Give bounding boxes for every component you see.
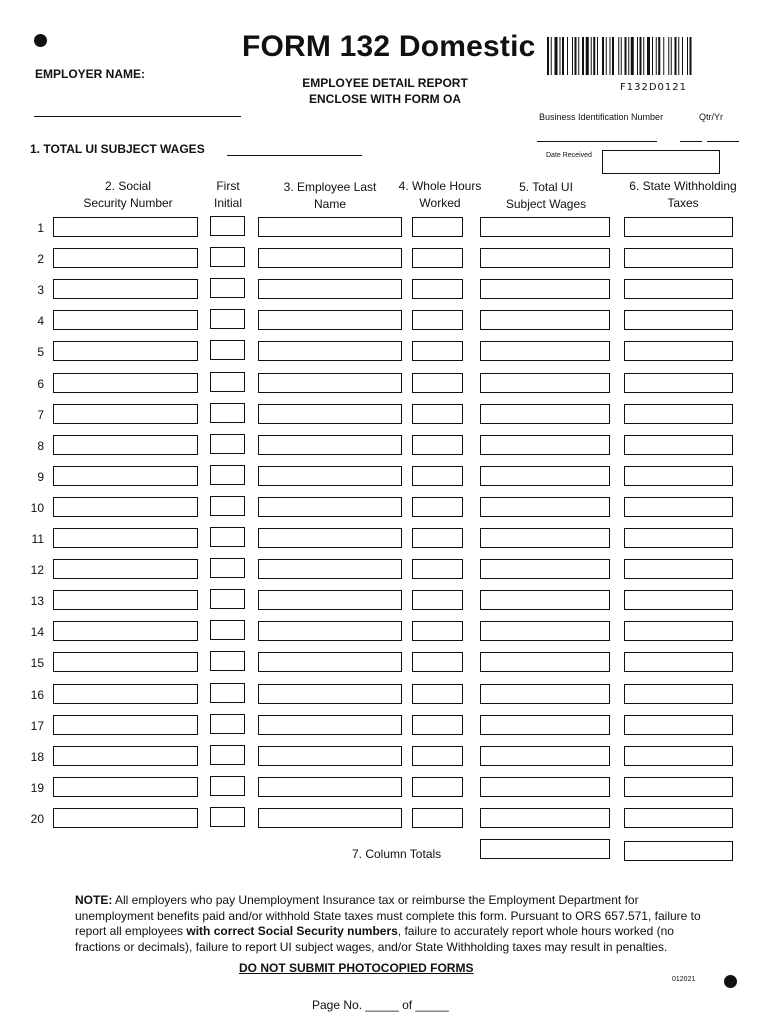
qtr-yr-label: Qtr/Yr [699, 112, 723, 122]
barcode-bar [578, 37, 579, 75]
col-header-wages [486, 179, 606, 213]
barcode-bar [628, 37, 629, 75]
row-number: 13 [30, 594, 44, 608]
barcode-bar [652, 37, 653, 75]
row-hours-field[interactable] [412, 652, 463, 672]
row-first-initial-field[interactable] [210, 340, 245, 360]
row-last-name-field[interactable] [258, 621, 402, 641]
row-hours-field[interactable] [412, 777, 463, 797]
row-number: 16 [30, 688, 44, 702]
row-last-name-field[interactable] [258, 559, 402, 579]
row-first-initial-field[interactable] [210, 496, 245, 516]
row-number: 5 [37, 345, 44, 359]
row-hours-field[interactable] [412, 746, 463, 766]
row-tax-field[interactable] [624, 684, 733, 704]
row-tax-field[interactable] [624, 466, 733, 486]
barcode-bar [637, 37, 638, 75]
row-hours-field[interactable] [412, 684, 463, 704]
barcode-bar [621, 37, 622, 75]
barcode-bar [610, 37, 611, 75]
barcode-bar [555, 37, 558, 75]
col-header-wages-line1: 5. Total UI [519, 180, 573, 194]
row-wages-field[interactable] [480, 310, 610, 330]
row-wages-field[interactable] [480, 528, 610, 548]
row-ssn-field[interactable] [53, 621, 198, 641]
subtitle-line-1: EMPLOYEE DETAIL REPORT [302, 76, 468, 90]
row-hours-field[interactable] [412, 590, 463, 610]
barcode-icon [547, 37, 737, 75]
row-wages-field[interactable] [480, 217, 610, 237]
yr-field[interactable] [707, 141, 739, 142]
barcode-bar [586, 37, 589, 75]
row-tax-field[interactable] [624, 279, 733, 299]
row-wages-field[interactable] [480, 373, 610, 393]
date-received-label: Date Received [546, 152, 592, 159]
row-wages-field[interactable] [480, 279, 610, 299]
row-ssn-field[interactable] [53, 341, 198, 361]
row-ssn-field[interactable] [53, 715, 198, 735]
row-wages-field[interactable] [480, 621, 610, 641]
col-header-hours-line1: 4. Whole Hours [398, 179, 482, 193]
col-header-last-name [258, 179, 402, 213]
row-ssn-field[interactable] [53, 435, 198, 455]
row-first-initial-field[interactable] [210, 745, 245, 765]
row-wages-field[interactable] [480, 746, 610, 766]
registration-dot-bottom-right [724, 975, 737, 988]
no-photocopy-warning: DO NOT SUBMIT PHOTOCOPIED FORMS [239, 961, 474, 975]
row-last-name-field[interactable] [258, 746, 402, 766]
row-ssn-field[interactable] [53, 808, 198, 828]
barcode-bar [640, 37, 642, 75]
row-last-name-field[interactable] [258, 684, 402, 704]
barcode-bar [618, 37, 619, 75]
row-number: 7 [37, 408, 44, 422]
barcode-bar [663, 37, 664, 75]
form-code: F132D0121 [620, 82, 687, 93]
barcode-bar [602, 37, 604, 75]
total-wages-total-field[interactable] [480, 839, 610, 859]
col-header-hours-line2: Worked [419, 196, 461, 210]
row-ssn-field[interactable] [53, 373, 198, 393]
row-number: 17 [30, 719, 44, 733]
row-tax-field[interactable] [624, 373, 733, 393]
row-first-initial-field[interactable] [210, 807, 245, 827]
subtitle-line-2: ENCLOSE WITH FORM OA [309, 92, 461, 106]
barcode-bar [551, 37, 552, 75]
row-last-name-field[interactable] [258, 466, 402, 486]
row-first-initial-field[interactable] [210, 278, 245, 298]
row-last-name-field[interactable] [258, 435, 402, 455]
row-number: 4 [37, 314, 44, 328]
row-first-initial-field[interactable] [210, 527, 245, 547]
col-header-tax [618, 178, 748, 212]
barcode-bar [547, 37, 549, 75]
row-tax-field[interactable] [624, 341, 733, 361]
row-tax-field[interactable] [624, 528, 733, 548]
row-ssn-field[interactable] [53, 777, 198, 797]
col-header-wages-line2: Subject Wages [505, 197, 587, 211]
row-first-initial-field[interactable] [210, 216, 245, 236]
employer-name-label: EMPLOYER NAME: [35, 67, 146, 81]
employer-name-field[interactable] [34, 116, 241, 117]
barcode-bar [625, 37, 627, 75]
row-last-name-field[interactable] [258, 310, 402, 330]
revision-code: 012021 [672, 976, 696, 983]
row-tax-field[interactable] [624, 404, 733, 424]
row-number: 1 [37, 221, 44, 235]
note-emphasis: with correct Social Security numbers [186, 924, 398, 938]
row-wages-field[interactable] [480, 559, 610, 579]
col-header-last-line2: Name [313, 197, 346, 211]
col-header-ssn [58, 178, 198, 212]
row-number: 14 [30, 625, 44, 639]
row-tax-field[interactable] [624, 746, 733, 766]
row-tax-field[interactable] [624, 590, 733, 610]
row-last-name-field[interactable] [258, 248, 402, 268]
col-header-first-initial [205, 178, 251, 212]
barcode-bar [606, 37, 607, 75]
row-hours-field[interactable] [412, 217, 463, 237]
barcode-bar [567, 37, 568, 75]
col-header-hours [395, 178, 485, 212]
row-ssn-field[interactable] [53, 746, 198, 766]
row-number: 3 [37, 283, 44, 297]
total-tax-total-field[interactable] [624, 841, 733, 861]
row-first-initial-field[interactable] [210, 558, 245, 578]
barcode-bar [593, 37, 595, 75]
row-tax-field[interactable] [624, 621, 733, 641]
qtr-field[interactable] [680, 141, 702, 142]
barcode-bar [690, 37, 692, 75]
row-first-initial-field[interactable] [210, 465, 245, 485]
barcode-bar [560, 37, 561, 75]
barcode-bar [562, 37, 564, 75]
row-first-initial-field[interactable] [210, 589, 245, 609]
row-wages-field[interactable] [480, 248, 610, 268]
row-hours-field[interactable] [412, 310, 463, 330]
note-paragraph [75, 893, 705, 955]
barcode-bar [682, 37, 683, 75]
row-ssn-field[interactable] [53, 310, 198, 330]
total-wages-label: 1. TOTAL UI SUBJECT WAGES [30, 142, 205, 156]
bin-field[interactable] [537, 141, 657, 142]
row-hours-field[interactable] [412, 373, 463, 393]
row-number: 11 [31, 532, 44, 546]
note-label: NOTE: [75, 893, 113, 907]
row-last-name-field[interactable] [258, 715, 402, 735]
row-wages-field[interactable] [480, 497, 610, 517]
row-ssn-field[interactable] [53, 217, 198, 237]
row-tax-field[interactable] [624, 497, 733, 517]
barcode-bar [675, 37, 677, 75]
row-wages-field[interactable] [480, 684, 610, 704]
note-text-2: , failure to accurately report whole hours worked (no fractions or decimals), failure to report UI subject wages, and/or State Withholding taxes may result in penalties. [75, 924, 674, 954]
row-number: 8 [37, 439, 44, 453]
row-last-name-field[interactable] [258, 341, 402, 361]
barcode-bar [582, 37, 584, 75]
row-ssn-field[interactable] [53, 497, 198, 517]
barcode-bar [656, 37, 657, 75]
row-hours-field[interactable] [412, 279, 463, 299]
row-first-initial-field[interactable] [210, 247, 245, 267]
row-wages-field[interactable] [480, 777, 610, 797]
row-last-name-field[interactable] [258, 652, 402, 672]
row-tax-field[interactable] [624, 559, 733, 579]
row-wages-field[interactable] [480, 435, 610, 455]
row-number: 12 [30, 563, 44, 577]
row-first-initial-field[interactable] [210, 714, 245, 734]
row-first-initial-field[interactable] [210, 683, 245, 703]
row-first-initial-field[interactable] [210, 776, 245, 796]
row-number: 9 [37, 470, 44, 484]
row-wages-field[interactable] [480, 590, 610, 610]
row-number: 20 [30, 812, 44, 826]
row-number: 2 [37, 252, 44, 266]
row-ssn-field[interactable] [53, 248, 198, 268]
row-first-initial-field[interactable] [210, 403, 245, 423]
page-number: Page No. _____ of _____ [312, 998, 449, 1012]
col-header-tax-line2: Taxes [667, 196, 699, 210]
row-hours-field[interactable] [412, 404, 463, 424]
row-wages-field[interactable] [480, 404, 610, 424]
bin-label: Business Identification Number [539, 112, 664, 122]
row-hours-field[interactable] [412, 528, 463, 548]
row-tax-field[interactable] [624, 248, 733, 268]
row-hours-field[interactable] [412, 621, 463, 641]
col-header-last-line1: 3. Employee Last [283, 180, 377, 194]
col-header-first-line1: First [216, 179, 240, 193]
row-hours-field[interactable] [412, 808, 463, 828]
barcode-bar [678, 37, 679, 75]
row-number: 18 [30, 750, 44, 764]
barcode-bar [597, 37, 598, 75]
row-hours-field[interactable] [412, 497, 463, 517]
form-title: FORM 132 Domestic [242, 30, 536, 63]
barcode-bar [575, 37, 577, 75]
row-last-name-field[interactable] [258, 497, 402, 517]
row-ssn-field[interactable] [53, 652, 198, 672]
row-last-name-field[interactable] [258, 808, 402, 828]
barcode-bar [658, 37, 660, 75]
date-received-box [602, 150, 720, 174]
registration-dot-top-left [34, 34, 47, 47]
barcode-bar [668, 37, 669, 75]
barcode-bar [647, 37, 650, 75]
row-hours-field[interactable] [412, 435, 463, 455]
row-tax-field[interactable] [624, 217, 733, 237]
row-last-name-field[interactable] [258, 528, 402, 548]
barcode-bar [687, 37, 688, 75]
row-tax-field[interactable] [624, 808, 733, 828]
row-wages-field[interactable] [480, 715, 610, 735]
col-header-ssn-line2: Security Number [83, 196, 173, 210]
row-ssn-field[interactable] [53, 404, 198, 424]
row-tax-field[interactable] [624, 652, 733, 672]
row-first-initial-field[interactable] [210, 309, 245, 329]
row-tax-field[interactable] [624, 310, 733, 330]
total-wages-field[interactable] [227, 155, 362, 156]
row-ssn-field[interactable] [53, 279, 198, 299]
row-number: 15 [30, 656, 44, 670]
row-hours-field[interactable] [412, 341, 463, 361]
col-header-first-line2: Initial [213, 196, 242, 210]
row-first-initial-field[interactable] [210, 434, 245, 454]
row-last-name-field[interactable] [258, 279, 402, 299]
barcode-bar [612, 37, 614, 75]
barcode-bar [643, 37, 644, 75]
column-totals-label: 7. Column Totals [352, 847, 442, 861]
row-last-name-field[interactable] [258, 404, 402, 424]
row-last-name-field[interactable] [258, 590, 402, 610]
row-number: 6 [37, 377, 44, 391]
row-hours-field[interactable] [412, 248, 463, 268]
row-wages-field[interactable] [480, 652, 610, 672]
col-header-ssn-line1: 2. Social [104, 179, 152, 193]
row-first-initial-field[interactable] [210, 651, 245, 671]
row-tax-field[interactable] [624, 435, 733, 455]
row-ssn-field[interactable] [53, 559, 198, 579]
row-hours-field[interactable] [412, 715, 463, 735]
row-ssn-field[interactable] [53, 590, 198, 610]
row-wages-field[interactable] [480, 466, 610, 486]
row-first-initial-field[interactable] [210, 620, 245, 640]
row-hours-field[interactable] [412, 466, 463, 486]
row-first-initial-field[interactable] [210, 372, 245, 392]
row-ssn-field[interactable] [53, 466, 198, 486]
barcode-bar [631, 37, 634, 75]
barcode-bar [591, 37, 592, 75]
row-last-name-field[interactable] [258, 373, 402, 393]
row-last-name-field[interactable] [258, 217, 402, 237]
note-text-1: All employers who pay Unemployment Insurance tax or reimburse the Employment Department for unemployment benefits paid and/or withhold State taxes must complete this form. Pursuant to ORS 657.571, failure to report all employees [75, 893, 701, 938]
row-wages-field[interactable] [480, 808, 610, 828]
report-subtitle [250, 75, 520, 107]
row-wages-field[interactable] [480, 341, 610, 361]
row-number: 10 [30, 501, 44, 515]
row-number: 19 [30, 781, 44, 795]
col-header-tax-line1: 6. State Withholding [629, 179, 737, 193]
row-tax-field[interactable] [624, 777, 733, 797]
row-tax-field[interactable] [624, 715, 733, 735]
row-ssn-field[interactable] [53, 684, 198, 704]
row-last-name-field[interactable] [258, 777, 402, 797]
barcode-bar [572, 37, 573, 75]
barcode-bar [671, 37, 672, 75]
row-hours-field[interactable] [412, 559, 463, 579]
row-ssn-field[interactable] [53, 528, 198, 548]
